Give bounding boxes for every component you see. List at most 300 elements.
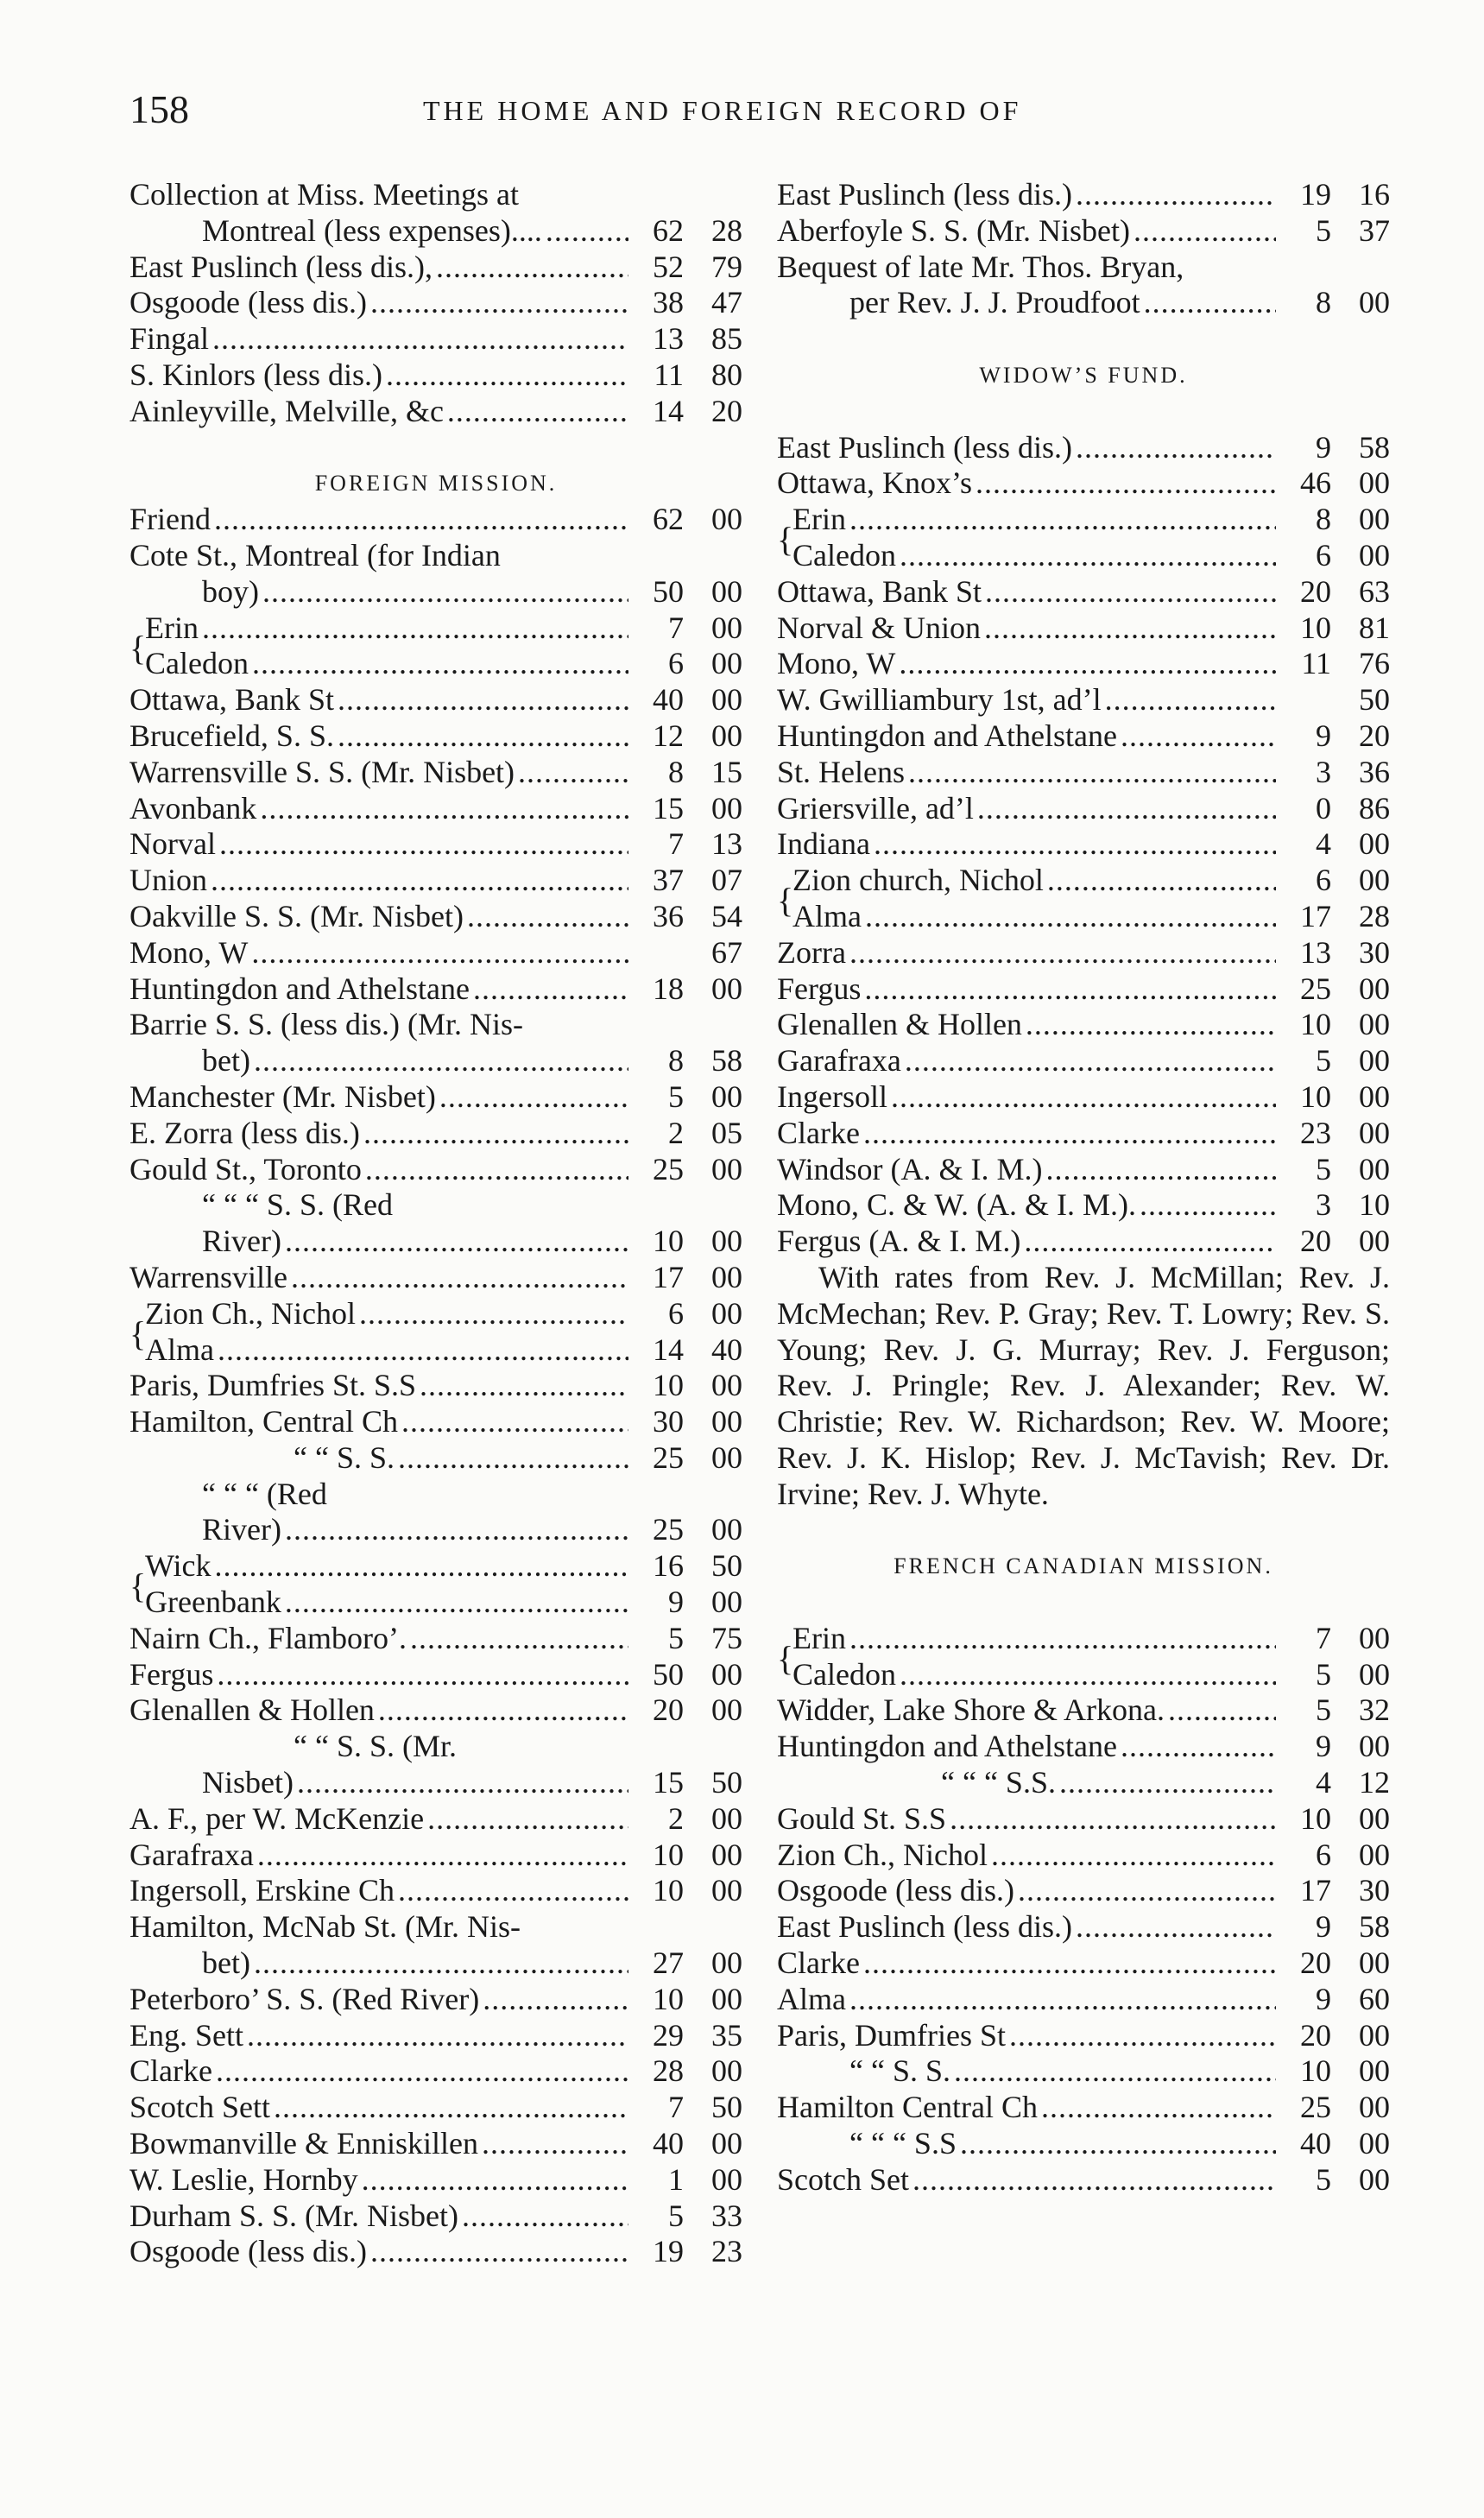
entry-label: Brucefield, S. S.: [129, 718, 334, 753]
amount-dollars: 20: [1300, 2017, 1331, 2053]
amount-dollars: 20: [1300, 573, 1331, 609]
dot-leader: [1105, 682, 1276, 718]
entry-label: W. Leslie, Hornby: [129, 2161, 358, 2197]
entry-label: Warrensville S. S. (Mr. Nisbet): [129, 754, 515, 789]
amount-dollars: 0: [1316, 790, 1331, 826]
amount-dollars: 50: [653, 573, 684, 609]
entry-line: [777, 2090, 1390, 2126]
amount-cents: 00: [711, 1800, 742, 1836]
blank-line: [777, 394, 1390, 430]
entry-line: [777, 899, 1390, 935]
dot-leader: [1076, 1909, 1276, 1945]
entry-label: Oakville S. S. (Mr. Nisbet): [129, 898, 464, 933]
entry-line: [129, 611, 742, 647]
amount-cents: 00: [711, 1512, 742, 1547]
dot-leader: [216, 2053, 628, 2090]
dot-leader: [482, 2126, 628, 2162]
dot-leader: [1018, 1873, 1276, 1909]
dot-leader: [285, 1224, 628, 1260]
dot-leader: [297, 1765, 628, 1801]
amount-cents: 00: [1359, 502, 1390, 537]
entry-line: [777, 1692, 1390, 1729]
entry-line: [129, 250, 742, 286]
amount-dollars: 10: [1300, 1079, 1331, 1114]
amount-cents: 54: [711, 898, 742, 933]
blank-line: [777, 1585, 1390, 1621]
dot-leader: [1024, 1224, 1276, 1260]
amount-cents: 00: [711, 2161, 742, 2197]
amount-dollars: 30: [653, 1404, 684, 1439]
entry-label: Fergus: [777, 971, 862, 1006]
entry-line: [129, 394, 742, 430]
entry-label: Glenallen & Hollen: [777, 1007, 1022, 1042]
entry-line: [129, 321, 742, 357]
entry-label: Avonbank: [129, 790, 257, 826]
amount-cents: 00: [711, 790, 742, 826]
right-column: [777, 177, 1390, 2199]
entry-line: [129, 1657, 742, 1693]
entry-line: [129, 1477, 742, 1513]
amount-dollars: 25: [653, 1439, 684, 1475]
entry-line: [129, 357, 742, 394]
dot-leader: [985, 574, 1276, 611]
amount-cents: 58: [1359, 1909, 1390, 1945]
entry-label: Eng. Sett: [129, 2017, 243, 2053]
dot-leader: [252, 646, 628, 682]
amount-cents: 00: [1359, 2017, 1390, 2053]
dot-leader: [977, 791, 1276, 827]
dot-leader: [849, 935, 1276, 971]
amount-cents: 10: [1359, 1187, 1390, 1223]
entry-line: [777, 863, 1390, 899]
amount-cents: 00: [1359, 1729, 1390, 1764]
amount-dollars: 6: [668, 1295, 684, 1331]
dot-leader: [1059, 1765, 1276, 1801]
entry-line: [777, 2053, 1390, 2090]
amount-cents: 00: [711, 1295, 742, 1331]
amount-cents: 20: [1359, 718, 1390, 753]
entry-label: “ “ S. S. (Mr.: [294, 1729, 457, 1764]
entry-label: Hamilton Central Ch: [777, 2090, 1038, 2125]
amount-dollars: 25: [653, 1512, 684, 1547]
entry-line: [129, 2199, 742, 2235]
amount-dollars: 7: [668, 2090, 684, 2125]
amount-cents: 00: [1359, 2090, 1390, 2125]
amount-dollars: 5: [1316, 1043, 1331, 1079]
amount-dollars: 10: [653, 1873, 684, 1908]
entry-label: Hamilton, Central Ch: [129, 1404, 398, 1439]
entry-line: [129, 1260, 742, 1296]
amount-dollars: 1: [668, 2161, 684, 2197]
entry-line: [129, 177, 742, 213]
amount-dollars: 9: [668, 1585, 684, 1620]
dot-leader: [386, 357, 628, 394]
amount-cents: 00: [1359, 1007, 1390, 1042]
amount-dollars: 17: [1300, 1873, 1331, 1908]
entry-label: “ “ “ S. S. (Red: [202, 1187, 393, 1223]
amount-dollars: 10: [1300, 610, 1331, 645]
dot-leader: [212, 321, 628, 357]
entry-line: [777, 250, 1390, 286]
entry-label: bet): [202, 1043, 250, 1079]
entry-line: [777, 285, 1390, 321]
amount-cents: 00: [1359, 1800, 1390, 1836]
entry-line: [129, 791, 742, 827]
dot-leader: [217, 1657, 628, 1693]
entry-line: [129, 682, 742, 718]
entry-line: [777, 538, 1390, 574]
entry-label: Barrie S. S. (less dis.) (Mr. Nis-: [129, 1007, 523, 1042]
entry-line: [129, 1692, 742, 1729]
amount-cents: 35: [711, 2017, 742, 2053]
entry-line: [777, 1224, 1390, 1260]
entry-label: W. Gwilliambury 1st, ad’l: [777, 682, 1102, 718]
dot-leader: [338, 718, 628, 755]
dot-leader: [863, 1116, 1276, 1152]
amount-cents: 00: [1359, 1043, 1390, 1079]
entry-label: Ottawa, Bank St: [129, 682, 334, 718]
amount-cents: 00: [1359, 285, 1390, 320]
amount-dollars: 27: [653, 1945, 684, 1981]
entry-line: [129, 538, 742, 574]
entry-line: [129, 1585, 742, 1621]
blank-line: [129, 430, 742, 466]
entry-label: Norval: [129, 826, 216, 862]
entry-line: [777, 1982, 1390, 2018]
entry-line: [129, 1404, 742, 1440]
entry-label: Zion Ch., Nichol: [777, 1837, 988, 1872]
dot-leader: [473, 971, 628, 1008]
amount-cents: 00: [711, 1224, 742, 1259]
amount-cents: 00: [711, 1259, 742, 1294]
blank-line: [777, 321, 1390, 357]
entry-line: [777, 2018, 1390, 2054]
dot-leader: [398, 1440, 628, 1477]
amount-dollars: 2: [668, 1800, 684, 1836]
entry-line: [777, 1043, 1390, 1079]
dot-leader: [954, 2053, 1276, 2090]
left-column: [129, 177, 742, 2270]
dot-leader: [363, 1116, 628, 1152]
entry-line: [129, 285, 742, 321]
entry-label: Widder, Lake Shore & Arkona.: [777, 1692, 1165, 1728]
dot-leader: [518, 755, 628, 791]
amount-cents: 00: [711, 682, 742, 718]
entry-line: [777, 826, 1390, 863]
entry-line: [129, 2162, 742, 2199]
entry-line: [777, 1909, 1390, 1945]
entry-label: S. Kinlors (less dis.): [129, 357, 383, 392]
amount-cents: 50: [711, 1548, 742, 1584]
dot-leader: [1168, 1692, 1276, 1729]
amount-cents: 50: [711, 1765, 742, 1800]
amount-dollars: 10: [653, 1837, 684, 1872]
entry-line: [129, 1909, 742, 1945]
dot-leader: [976, 465, 1276, 502]
entry-label: Nisbet): [202, 1765, 294, 1800]
dot-leader: [546, 213, 628, 250]
entry-label: Fergus: [129, 1656, 214, 1692]
amount-cents: 00: [711, 610, 742, 645]
entry-label: Ottawa, Bank St: [777, 573, 982, 609]
amount-dollars: 52: [653, 249, 684, 284]
dot-leader: [260, 791, 628, 827]
entry-line: [129, 213, 742, 250]
entry-label: Norval & Union: [777, 610, 981, 645]
dot-leader: [262, 574, 628, 611]
entry-label: { Erin: [793, 502, 846, 537]
entry-label: Caledon: [793, 1656, 896, 1692]
entry-label: Cote St., Montreal (for Indian: [129, 537, 501, 573]
amount-cents: 00: [1359, 537, 1390, 573]
entry-label: Zorra: [777, 934, 846, 970]
entry-line: [777, 1945, 1390, 1982]
dot-leader: [1041, 2090, 1276, 2126]
dot-leader: [447, 394, 628, 430]
entry-label: Mono, C. & W. (A. & I. M.).: [777, 1187, 1137, 1223]
entry-label: Bowmanville & Enniskillen: [129, 2126, 478, 2161]
amount-cents: 50: [1359, 682, 1390, 718]
dot-leader: [420, 1368, 628, 1404]
dot-leader: [1121, 1729, 1276, 1765]
amount-cents: 00: [711, 1837, 742, 1872]
section-heading: FOREIGN MISSION.: [314, 471, 558, 497]
dot-leader: [218, 1332, 628, 1369]
amount-dollars: 5: [1316, 1692, 1331, 1728]
dot-leader: [899, 646, 1276, 682]
amount-dollars: 16: [653, 1548, 684, 1584]
entry-label: Garafraxa: [129, 1837, 254, 1872]
amount-dollars: 13: [653, 321, 684, 357]
entry-label: Huntingdon and Athelstane: [777, 1729, 1117, 1764]
amount-dollars: 25: [1300, 971, 1331, 1006]
entry-line: [777, 1079, 1390, 1116]
amount-dollars: 13: [1300, 934, 1331, 970]
entry-line: [777, 1657, 1390, 1693]
entry-line: [129, 718, 742, 755]
entry-label: Clarke: [777, 1115, 860, 1150]
entry-label: Fergus (A. & I. M.): [777, 1224, 1021, 1259]
amount-cents: 86: [1359, 790, 1390, 826]
entry-line: [129, 1332, 742, 1369]
entry-line: [129, 2018, 742, 2054]
entry-line: [777, 1621, 1390, 1657]
entry-label: Osgoode (less dis.): [129, 285, 367, 320]
entry-line: [777, 213, 1390, 250]
amount-dollars: 6: [1316, 537, 1331, 573]
amount-dollars: 10: [653, 1224, 684, 1259]
amount-dollars: 25: [1300, 2090, 1331, 2125]
entry-line: [129, 1368, 742, 1404]
entry-label: Fingal: [129, 321, 210, 357]
amount-dollars: 10: [1300, 2053, 1331, 2089]
amount-cents: 00: [1359, 1837, 1390, 1872]
amount-cents: 50: [711, 2090, 742, 2125]
amount-dollars: 9: [1316, 1909, 1331, 1945]
entry-line: [777, 1873, 1390, 1909]
amount-cents: 05: [711, 1115, 742, 1150]
entry-label: { Erin: [145, 610, 199, 645]
amount-dollars: 36: [653, 898, 684, 933]
amount-dollars: 8: [668, 1043, 684, 1079]
dot-leader: [251, 935, 628, 971]
dot-leader: [439, 1079, 628, 1116]
amount-dollars: 5: [1316, 1656, 1331, 1692]
dot-leader: [359, 1296, 628, 1332]
dot-leader: [913, 2162, 1276, 2199]
entry-label: Osgoode (less dis.): [129, 2234, 367, 2269]
amount-cents: 00: [1359, 2161, 1390, 2197]
amount-cents: 12: [1359, 1765, 1390, 1800]
amount-dollars: 29: [653, 2017, 684, 2053]
dot-leader: [285, 1512, 628, 1548]
entry-line: [129, 935, 742, 971]
amount-dollars: 8: [1316, 285, 1331, 320]
amount-dollars: 5: [1316, 2161, 1331, 2197]
dot-leader: [1026, 1007, 1276, 1043]
entry-line: [777, 1729, 1390, 1765]
amount-dollars: 25: [653, 1151, 684, 1186]
dot-leader: [900, 1657, 1276, 1693]
dot-leader: [891, 1079, 1276, 1116]
dot-leader: [1144, 285, 1276, 321]
amount-dollars: 7: [1316, 1620, 1331, 1655]
amount-dollars: 2: [668, 1115, 684, 1150]
entry-line: [777, 1007, 1390, 1043]
dot-leader: [436, 250, 628, 286]
amount-cents: 85: [711, 321, 742, 357]
entry-label: per Rev. J. J. Proudfoot: [849, 285, 1140, 320]
dot-leader: [254, 1945, 628, 1982]
amount-cents: 07: [711, 863, 742, 898]
entry-label: Paris, Dumfries St: [777, 2017, 1006, 2053]
amount-dollars: 8: [1316, 502, 1331, 537]
entry-label: Huntingdon and Athelstane: [777, 718, 1117, 753]
entry-label: Ingersoll: [777, 1079, 887, 1114]
dot-leader: [370, 285, 628, 321]
dot-leader: [1047, 863, 1276, 899]
dot-leader: [365, 1152, 628, 1188]
amount-cents: 00: [711, 1692, 742, 1728]
entry-line: [129, 1838, 742, 1874]
amount-dollars: 37: [653, 863, 684, 898]
amount-cents: 37: [1359, 212, 1390, 248]
entry-line: [777, 430, 1390, 466]
entry-label: Bequest of late Mr. Thos. Bryan,: [777, 249, 1184, 284]
amount-dollars: 50: [653, 1656, 684, 1692]
entry-line: [129, 1945, 742, 1982]
entry-line: [129, 1873, 742, 1909]
amount-cents: 63: [1359, 573, 1390, 609]
entry-line: [777, 791, 1390, 827]
amount-cents: 00: [1359, 2053, 1390, 2089]
dot-leader: [849, 1982, 1276, 2018]
dot-leader: [214, 502, 628, 538]
dot-leader: [1046, 1152, 1276, 1188]
entry-label: bet): [202, 1945, 250, 1981]
entry-label: Alma: [145, 1332, 214, 1367]
entry-line: [777, 2126, 1390, 2162]
entry-line: [777, 1152, 1390, 1188]
section-heading: WIDOW’S FUND.: [979, 362, 1188, 388]
entry-line: [777, 682, 1390, 718]
entry-line: [129, 1801, 742, 1838]
amount-cents: 79: [711, 249, 742, 284]
entry-line: [777, 1801, 1390, 1838]
entry-label: Gould St. S.S: [777, 1800, 947, 1836]
amount-cents: 36: [1359, 754, 1390, 789]
amount-cents: 00: [711, 1404, 742, 1439]
entry-line: [129, 1440, 742, 1477]
amount-cents: 58: [711, 1043, 742, 1079]
entry-line: [129, 1043, 742, 1079]
amount-dollars: 18: [653, 971, 684, 1006]
dot-leader: [874, 826, 1276, 863]
entry-line: [129, 1224, 742, 1260]
entry-line: [777, 718, 1390, 755]
amount-dollars: 10: [1300, 1007, 1331, 1042]
dot-leader: [984, 611, 1276, 647]
entry-label: “ “ “ S.S: [849, 2126, 957, 2161]
amount-dollars: 46: [1300, 465, 1331, 501]
entry-label: Friend: [129, 502, 211, 537]
entry-line: [129, 2126, 742, 2162]
amount-cents: 00: [711, 971, 742, 1006]
amount-cents: 00: [711, 1981, 742, 2016]
entry-label: Ottawa, Knox’s: [777, 465, 972, 501]
entry-label: St. Helens: [777, 754, 905, 789]
amount-dollars: 10: [1300, 1800, 1331, 1836]
amount-cents: 00: [1359, 2126, 1390, 2161]
dot-leader: [211, 863, 628, 899]
amount-dollars: 15: [653, 790, 684, 826]
entry-line: [129, 2053, 742, 2090]
dot-leader: [378, 1692, 628, 1729]
amount-cents: 00: [711, 1079, 742, 1114]
amount-cents: 00: [1359, 1656, 1390, 1692]
entry-label: River): [202, 1224, 281, 1259]
amount-cents: 00: [1359, 971, 1390, 1006]
entry-line: [777, 1838, 1390, 1874]
amount-dollars: 3: [1316, 1187, 1331, 1223]
entry-label: Caledon: [145, 646, 249, 681]
entry-label: “ “ “ S.S.: [941, 1765, 1056, 1800]
amount-dollars: 40: [1300, 2126, 1331, 2161]
dot-leader: [1076, 430, 1276, 466]
dot-leader: [908, 755, 1276, 791]
amount-cents: 30: [1359, 1873, 1390, 1908]
dot-leader: [291, 1260, 628, 1296]
entry-label: Aberfoyle S. S. (Mr. Nisbet): [777, 212, 1130, 248]
amount-cents: 76: [1359, 646, 1390, 681]
entry-line: [129, 1296, 742, 1332]
amount-dollars: 5: [668, 2198, 684, 2233]
entry-label: “ “ S. S.: [849, 2053, 950, 2089]
entry-label: East Puslinch (less dis.): [777, 177, 1072, 212]
entry-label: Clarke: [777, 1945, 860, 1981]
page-number: 158: [129, 87, 189, 131]
amount-dollars: 10: [653, 1981, 684, 2016]
dot-leader: [247, 2018, 628, 2054]
entry-line: [129, 1548, 742, 1585]
dot-leader: [257, 1838, 628, 1874]
amount-dollars: 20: [653, 1692, 684, 1728]
dot-leader: [900, 538, 1276, 574]
entry-label: Clarke: [129, 2053, 212, 2089]
amount-dollars: 20: [1300, 1224, 1331, 1259]
dot-leader: [1140, 1187, 1276, 1224]
entry-label: A. F., per W. McKenzie: [129, 1800, 425, 1836]
